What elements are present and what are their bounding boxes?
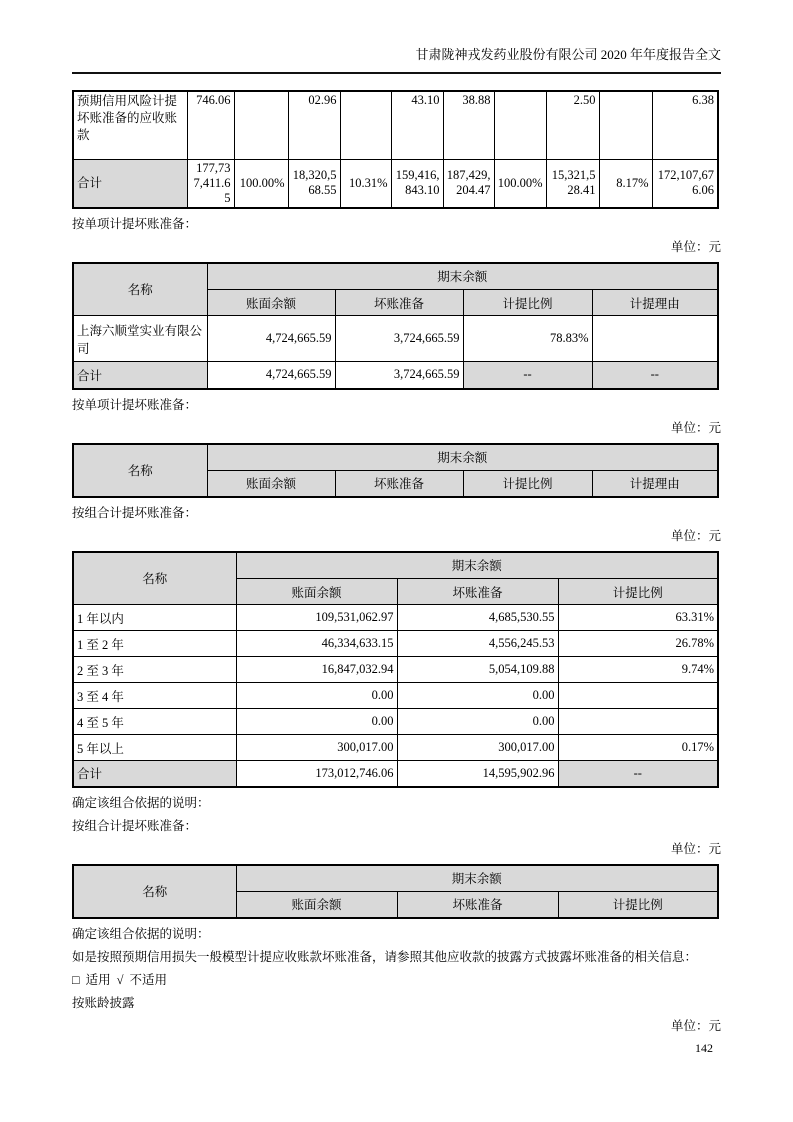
header-title: 甘肃陇神戎发药业股份有限公司 2020 年年度报告全文 [415,47,721,62]
group-header-ending-balance: 期末余额 [207,263,718,290]
page-number: 142 [695,1040,713,1055]
table-item-provision-empty [72,443,719,498]
cell-value: 4,556,245.53 [397,631,558,657]
column-header: 计提理由 [592,471,718,497]
table-header-row [73,263,718,290]
cell-value: 100.00% [494,159,546,208]
applicable-label: 适用 [85,972,111,987]
cell-value [340,91,391,159]
table-total-row [73,159,718,208]
column-header: 坏账准备 [397,892,558,918]
column-header-name: 名称 [73,552,236,605]
table-row [73,316,718,362]
cell-value: 16,847,032.94 [236,657,397,683]
cell-value: 6.38 [652,91,718,159]
unit-label-5: 单位：元 [670,1018,721,1033]
cell-value: 177,737,411.65 [187,159,234,208]
column-header-name: 名称 [73,263,207,316]
cell-value: 46,334,633.15 [236,631,397,657]
cell-value: -- [463,362,592,389]
cell-value: 172,107,676.06 [652,159,718,208]
checkbox-unchecked-icon: □ [72,972,80,987]
cell-value: 3,724,665.59 [335,362,463,389]
table-row [73,683,718,709]
cell-value: 78.83% [463,316,592,362]
total-row-label: 合计 [73,362,207,389]
para-by-group-provision-1: 按组合计提坏账准备： [72,505,198,520]
column-header: 账面余额 [236,579,397,605]
table-row [73,735,718,761]
cell-value: 18,320,568.55 [288,159,340,208]
header-rule [72,72,721,74]
table-total-row [73,362,718,389]
para-aging-disclosure: 按账龄披露 [72,995,135,1010]
table-row [73,709,718,735]
cell-value: 0.17% [558,735,718,761]
cell-value [234,91,288,159]
group-header-ending-balance: 期末余额 [236,552,718,579]
column-header: 计提比例 [558,579,718,605]
table-category-summary [72,90,719,209]
column-header: 坏账准备 [335,290,463,316]
cell-value: 43.10 [391,91,443,159]
column-header-name: 名称 [73,444,207,497]
cell-value: 9.74% [558,657,718,683]
table-header-row [73,552,718,579]
column-header: 计提比例 [463,290,592,316]
cell-value: 5,054,109.88 [397,657,558,683]
para-group-basis-note-2: 确定该组合依据的说明： [72,926,210,941]
unit-label-1: 单位：元 [670,239,721,254]
column-header: 坏账准备 [335,471,463,497]
cell-value: 10.31% [340,159,391,208]
cell-value [494,91,546,159]
cell-value [558,683,718,709]
unit-label-4: 单位：元 [670,841,721,856]
para-by-group-provision-2: 按组合计提坏账准备： [72,818,198,833]
unit-label-2: 单位：元 [670,420,721,435]
cell-value: 300,017.00 [397,735,558,761]
cell-value [599,91,652,159]
not-applicable-label: 不适用 [129,972,167,987]
cell-value: -- [558,761,718,787]
group-header-ending-balance: 期末余额 [207,444,718,471]
cell-value: 38.88 [443,91,494,159]
cell-value: 4,724,665.59 [207,362,335,389]
column-header: 账面余额 [207,290,335,316]
cell-value: 0.00 [236,709,397,735]
table-row [73,631,718,657]
column-header: 计提理由 [592,290,718,316]
para-applicable-line [72,972,721,988]
cell-value: 8.17% [599,159,652,208]
row-label: 1 年以内 [73,605,236,631]
cell-value: 63.31% [558,605,718,631]
row-label: 4 至 5 年 [73,709,236,735]
total-row-label: 合计 [73,761,236,787]
table-row-fragment [73,91,718,159]
column-header: 账面余额 [236,892,397,918]
cell-value: 100.00% [234,159,288,208]
row-label: 预期信用风险计提坏账准备的应收账款 [73,91,187,159]
para-by-item-provision-2: 按单项计提坏账准备： [72,397,198,412]
cell-value: -- [592,362,718,389]
cell-value: 2.50 [546,91,599,159]
cell-value: 746.06 [187,91,234,159]
cell-value: 4,724,665.59 [207,316,335,362]
para-group-basis-note-1: 确定该组合依据的说明： [72,795,210,810]
column-header: 账面余额 [207,471,335,497]
row-label: 3 至 4 年 [73,683,236,709]
cell-value: 3,724,665.59 [335,316,463,362]
column-header: 计提比例 [558,892,718,918]
check-icon: √ [116,972,124,987]
cell-value: 15,321,528.41 [546,159,599,208]
row-label: 1 至 2 年 [73,631,236,657]
cell-value: 159,416,843.10 [391,159,443,208]
cell-value [558,709,718,735]
table-header-row [73,865,718,892]
table-header-row [73,444,718,471]
table-group-provision-empty [72,864,719,919]
column-header: 计提比例 [463,471,592,497]
table-row [73,657,718,683]
column-header: 坏账准备 [397,579,558,605]
cell-value: 26.78% [558,631,718,657]
cell-value: 187,429,204.47 [443,159,494,208]
row-label: 5 年以上 [73,735,236,761]
table-row [73,605,718,631]
group-header-ending-balance: 期末余额 [236,865,718,892]
cell-value: 300,017.00 [236,735,397,761]
total-row-label: 合计 [73,159,187,208]
cell-value: 0.00 [397,709,558,735]
para-ecl-note: 如是按照预期信用损失一般模型计提应收账款坏账准备，请参照其他应收款的披露方式披露坏账准备的相关信息： [72,949,698,964]
row-label: 上海六顺堂实业有限公司 [73,316,207,362]
column-header-name: 名称 [73,865,236,918]
row-label: 2 至 3 年 [73,657,236,683]
cell-value: 14,595,902.96 [397,761,558,787]
cell-value: 0.00 [236,683,397,709]
table-total-row [73,761,718,787]
table-item-provision [72,262,719,390]
cell-value [592,316,718,362]
cell-value: 02.96 [288,91,340,159]
table-aging-provision [72,551,719,788]
cell-value: 173,012,746.06 [236,761,397,787]
cell-value: 109,531,062.97 [236,605,397,631]
para-by-item-provision-1: 按单项计提坏账准备： [72,216,198,231]
cell-value: 0.00 [397,683,558,709]
cell-value: 4,685,530.55 [397,605,558,631]
unit-label-3: 单位：元 [670,528,721,543]
